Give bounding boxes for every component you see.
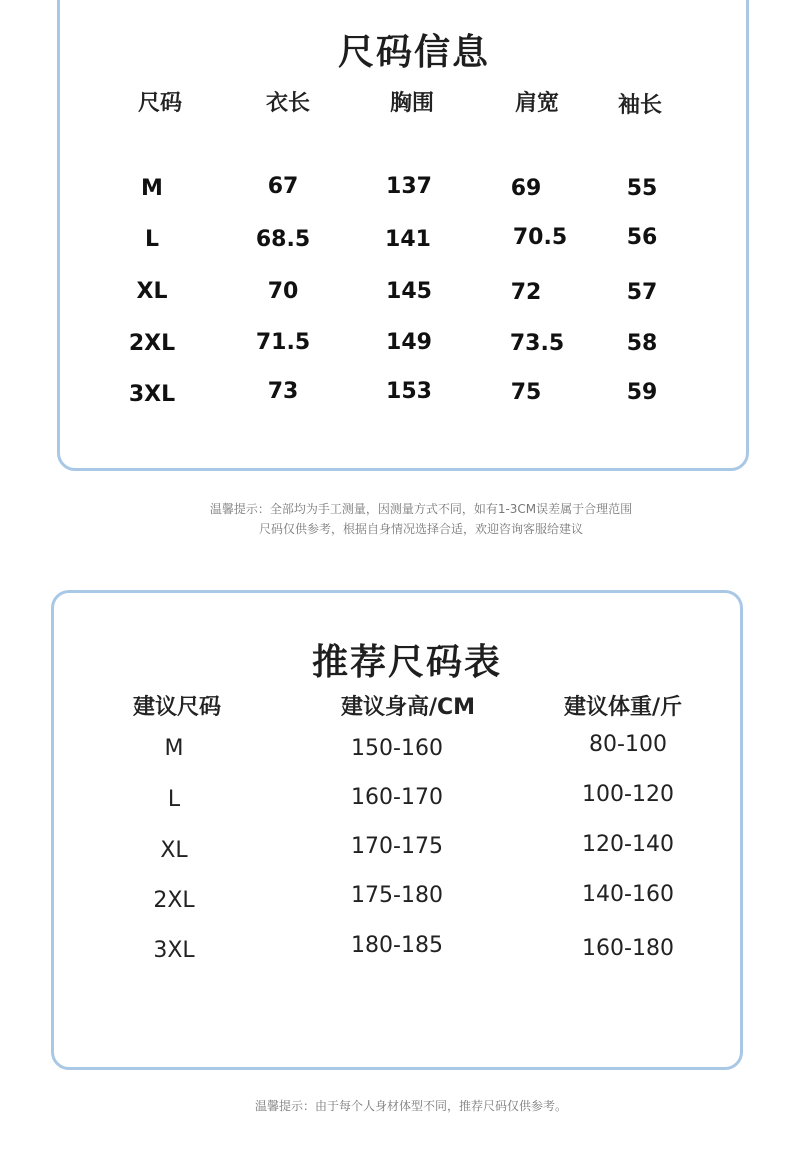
cell-chest: 145: [386, 279, 432, 304]
cell-length: 73: [267, 379, 299, 404]
cell-recommended-height: 160-170: [351, 785, 443, 810]
header-shoulder: 肩宽: [514, 91, 560, 116]
cell-length: 71.5: [255, 330, 311, 355]
cell-sleeve: 56: [626, 225, 658, 250]
cell-chest: 137: [386, 174, 432, 199]
cell-shoulder: 72: [510, 280, 542, 305]
measurement-note-line-1: 温馨提示：全部均为手工测量，因测量方式不同，如有1-3CM误差属于合理范围: [209, 502, 633, 516]
cell-length: 67: [267, 174, 299, 199]
cell-chest: 141: [385, 227, 431, 252]
header-length: 衣长: [265, 91, 311, 116]
cell-shoulder: 73.5: [509, 331, 565, 356]
cell-shoulder: 75: [510, 380, 542, 405]
cell-size: XL: [136, 279, 168, 304]
cell-sleeve: 59: [626, 380, 658, 405]
header-recommended-height: 建议身高/CM: [340, 695, 476, 720]
cell-recommended-size: 2XL: [153, 888, 195, 913]
cell-length: 68.5: [255, 227, 311, 252]
cell-recommended-weight: 140-160: [582, 882, 674, 907]
cell-recommended-size: M: [164, 736, 184, 761]
header-recommended-size: 建议尺码: [132, 695, 222, 720]
cell-recommended-weight: 120-140: [582, 832, 674, 857]
cell-size: M: [141, 176, 163, 201]
measurement-note-line-2: 尺码仅供参考，根据自身情况选择合适，欢迎咨询客服给建议: [258, 522, 584, 536]
cell-size: L: [144, 227, 160, 252]
header-chest: 胸围: [389, 91, 435, 116]
cell-recommended-weight: 160-180: [582, 936, 674, 961]
cell-shoulder: 70.5: [512, 225, 568, 250]
cell-size: 2XL: [128, 331, 176, 356]
cell-size: 3XL: [128, 382, 176, 407]
cell-chest: 153: [386, 379, 432, 404]
cell-recommended-size: 3XL: [153, 938, 195, 963]
header-size: 尺码: [137, 91, 183, 116]
cell-chest: 149: [386, 330, 432, 355]
cell-recommended-height: 180-185: [351, 933, 443, 958]
cell-sleeve: 55: [626, 176, 658, 201]
cell-sleeve: 58: [626, 331, 658, 356]
recommend-title: 推荐尺码表: [311, 642, 503, 683]
cell-recommended-size: XL: [160, 838, 188, 863]
cell-recommended-height: 175-180: [351, 883, 443, 908]
cell-length: 70: [267, 279, 299, 304]
recommend-note: 温馨提示：由于每个人身材体型不同，推荐尺码仅供参考。: [254, 1099, 568, 1113]
size-info-title: 尺码信息: [337, 32, 491, 73]
cell-recommended-height: 150-160: [351, 736, 443, 761]
cell-recommended-size: L: [167, 787, 181, 812]
cell-recommended-height: 170-175: [351, 834, 443, 859]
cell-recommended-weight: 80-100: [589, 732, 667, 757]
cell-shoulder: 69: [510, 176, 542, 201]
header-recommended-weight: 建议体重/斤: [563, 695, 683, 720]
header-sleeve: 袖长: [617, 93, 663, 118]
cell-sleeve: 57: [626, 280, 658, 305]
cell-recommended-weight: 100-120: [582, 782, 674, 807]
